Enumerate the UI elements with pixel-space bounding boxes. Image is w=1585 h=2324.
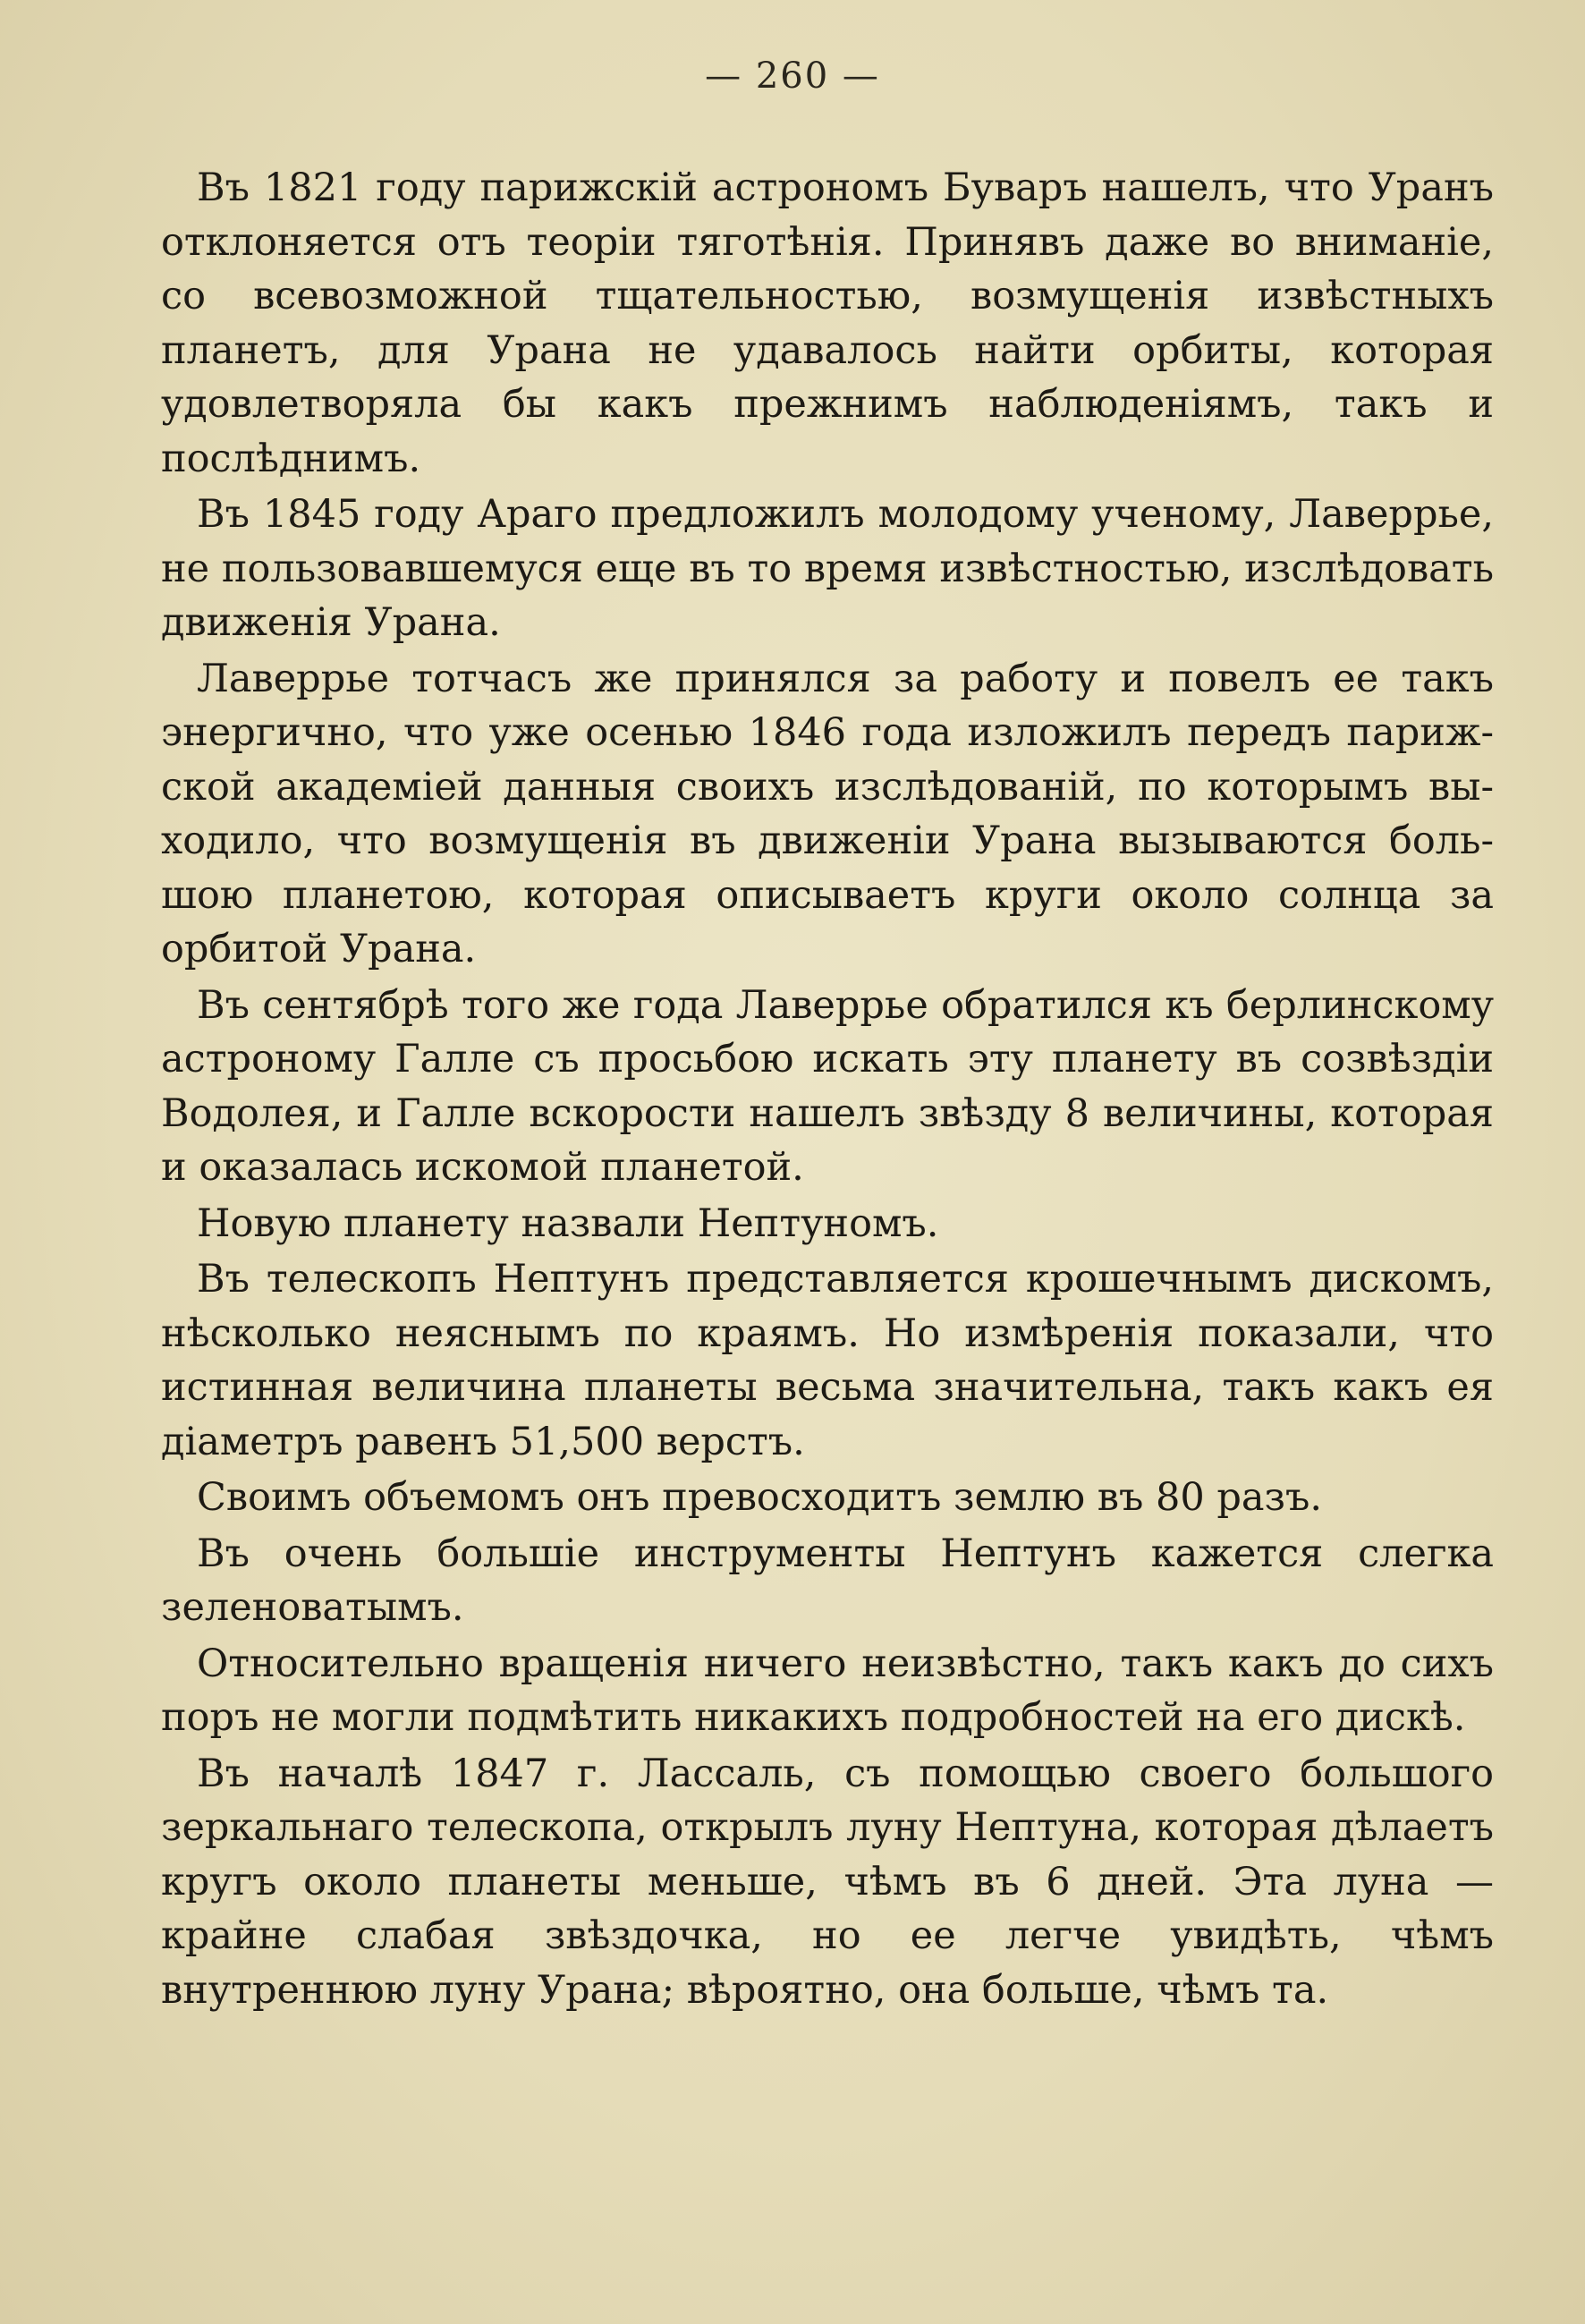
paragraph-5: Новую планету назвали Нептуномъ. xyxy=(197,1200,939,1246)
body-text xyxy=(161,161,1494,2019)
paragraph-7: Своимъ объемомъ онъ превосходитъ землю въ 80 разъ. xyxy=(197,1475,1323,1520)
page-number: — 260 — xyxy=(705,55,880,97)
paragraph-3: Лаверрье тотчасъ же принялся за работу и повелъ ее такъ энергично, что уже осенью 1846 года изложилъ передъ парижской академіей данныя своихъ изслѣдованій, по которымъ выходило, что возмущенія въ движеніи Урана вызываются большою планетою, которая описываетъ круги около солнца за орбитой Урана. xyxy=(161,656,1494,971)
paragraph-6: Въ телескопъ Нептунъ представляется крошечнымъ дискомъ, нѣсколько неяснымъ по краямъ. Но измѣренія показали, что истинная величина планеты весьма значительна, такъ какъ ея діаметръ равенъ 51,500 верстъ. xyxy=(161,1257,1494,1464)
paragraph-10: Въ началѣ 1847 г. Лассаль, съ помощью своего большого зеркальнаго телескопа, открылъ луну Нептуна, которая дѣлаетъ кругъ около планеты меньше, чѣмъ въ 6 дней. Эта луна — крайне слабая звѣздочка, но ее легче увидѣть, чѣмъ внутреннюю луну Урана; вѣроятно, она больше, чѣмъ та. xyxy=(161,1751,1494,2013)
paragraph-9: Относительно вращенія ничего неизвѣстно, такъ какъ до сихъ поръ не могли подмѣтить никакихъ подробностей на его дискѣ. xyxy=(161,1641,1494,1740)
paragraph-2: Въ 1845 году Араго предложилъ молодому ученому, Лаверрье, не пользовавшемуся еще въ то время извѣстностью, изслѣдовать движенія Урана. xyxy=(161,492,1494,645)
paragraph-1: Въ 1821 году парижскій астрономъ Буваръ нашелъ, что Уранъ отклоняется отъ теоріи тяготѣнія. Принявъ даже во вниманіе, со всевозможной тщательностью, возмущенія извѣстныхъ планетъ, для Урана не удавалось найти орбиты, которая удовлетворяла бы какъ прежнимъ наблюденіямъ, такъ и послѣднимъ. xyxy=(161,165,1494,481)
paragraph-8: Въ очень большіе инструменты Нептунъ кажется слегка зеленоватымъ. xyxy=(161,1531,1494,1630)
paragraph-4: Въ сентябрѣ того же года Лаверрье обратился къ берлинскому астроному Галле съ просьбою искать эту планету въ созвѣздіи Водолея, и Галле вскорости нашелъ звѣзду 8 величины, которая и оказалась искомой планетой. xyxy=(161,982,1494,1190)
